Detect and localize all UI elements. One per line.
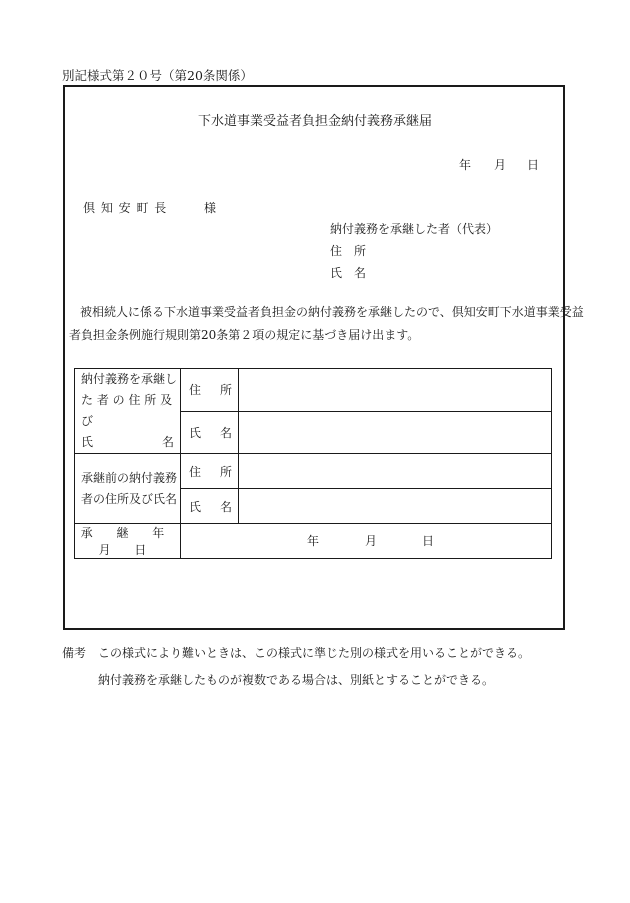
successor-label-line-3 xyxy=(81,432,180,453)
addressee-honorific: 様 xyxy=(204,201,217,215)
successor-address-input-cell[interactable] xyxy=(239,369,552,412)
predecessor-name-label-cell: 氏 名 xyxy=(181,489,239,524)
succession-date-label-cell: 承 継 年 月 日 xyxy=(75,524,181,559)
succession-date-day: 日 xyxy=(422,534,435,548)
form-title: 下水道事業受益者負担金納付義務承継届 xyxy=(197,114,432,129)
date-month-label: 月 xyxy=(494,158,507,172)
note-1: この様式により難いときは、この様式に準じた別の様式を用いることができる。 xyxy=(98,646,531,660)
date-year-label: 年 xyxy=(459,158,472,172)
predecessor-label-cell xyxy=(75,454,181,524)
predecessor-name-input-cell[interactable] xyxy=(239,489,552,524)
predecessor-label-line-2: 者の住所及び氏名 xyxy=(81,491,178,506)
form-number-label: 別記様式第２０号（第20条関係） xyxy=(62,68,253,83)
succession-date-year: 年 xyxy=(307,534,320,548)
succession-date-input-cell[interactable] xyxy=(181,524,552,559)
successor-label-cell xyxy=(75,369,181,454)
body-text-line-1: 被相続人に係る下水道事業受益者負担金の納付義務を承継したので、倶知安町下水道事業受益 xyxy=(80,305,584,319)
successor-address-label-cell: 住 所 xyxy=(181,369,239,412)
successor-label-line-1: 納付義務を承継し xyxy=(81,372,178,386)
successor-label-line-2: た 者 の 住 所 及 び xyxy=(81,393,173,428)
date-day-label: 日 xyxy=(527,158,540,172)
notes-prefix: 備考 xyxy=(62,646,87,660)
successor-name-input-cell[interactable] xyxy=(239,411,552,454)
applicant-heading: 納付義務を承継した者（代表） xyxy=(330,222,499,236)
predecessor-label-line-1: 承継前の納付義務 xyxy=(81,470,178,485)
addressee-name: 倶 知 安 町 長 xyxy=(83,201,168,215)
successor-label-line-3b: 名 xyxy=(161,435,174,449)
successor-label-line-3a: 氏 xyxy=(81,435,94,449)
applicant-name-label: 氏 名 xyxy=(330,266,367,280)
note-2: 納付義務を承継したものが複数である場合は、別紙とすることができる。 xyxy=(98,673,495,687)
applicant-address-label: 住 所 xyxy=(330,244,367,258)
body-text-line-2: 者負担金条例施行規則第20条第２項の規定に基づき届け出ます。 xyxy=(69,328,420,342)
predecessor-address-input-cell[interactable] xyxy=(239,454,552,489)
predecessor-address-label-cell: 住 所 xyxy=(181,454,239,489)
succession-info-table xyxy=(74,368,552,559)
successor-name-label-cell: 氏 名 xyxy=(181,411,239,454)
succession-date-month: 月 xyxy=(365,534,378,548)
